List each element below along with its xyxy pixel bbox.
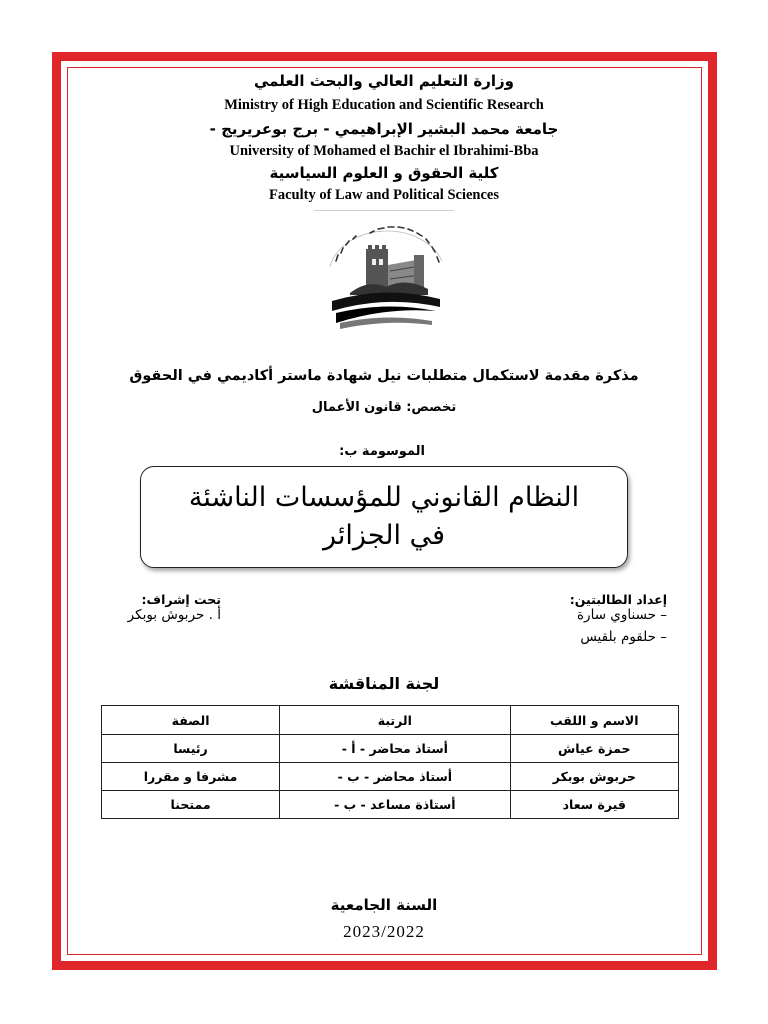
titled-label: الموسومة ب: (339, 444, 425, 459)
table-row (102, 791, 679, 819)
member-name: حمزة عياش (510, 735, 678, 763)
faculty-arabic: كلية الحقوق و العلوم السياسية (269, 164, 499, 182)
thesis-title-box (140, 466, 628, 568)
member-rank: أستاذ محاضر - ب - (280, 763, 510, 791)
university-logo-icon (318, 215, 454, 345)
member-role: ممتحنا (102, 791, 280, 819)
member-role: مشرفا و مقررا (102, 763, 280, 791)
member-role: رئيسا (102, 735, 280, 763)
academic-year-label: السنة الجامعية (330, 896, 438, 914)
students-list (577, 604, 667, 648)
ministry-english: Ministry of High Education and Scientific Research (224, 97, 544, 113)
header-name: الاسم و اللقب (510, 706, 678, 735)
thesis-title-line-2: في الجزائر (323, 520, 445, 551)
memo-description: مذكرة مقدمة لاستكمال متطلبات نيل شهادة ماستر أكاديمي في الحقوق (129, 368, 639, 384)
table-row (102, 735, 679, 763)
ministry-arabic: وزارة التعليم العالي والبحث العلمي (253, 72, 515, 90)
table-row (102, 763, 679, 791)
committee-title: لجنة المناقشة (328, 674, 440, 693)
students-label: إعداد الطالبتين: (569, 592, 667, 607)
specialty-label: تخصص: قانون الأعمال (311, 400, 457, 415)
header-rank: الرتبة (280, 706, 510, 735)
member-rank: أستاذة مساعد - ب - (280, 791, 510, 819)
table-header-row (102, 706, 679, 735)
supervisor-label: تحت إشراف: (141, 592, 221, 607)
student-name: – حلقوم بلقيس (580, 629, 667, 645)
supervisor-name: أ . حربوش بوبكر (127, 607, 221, 623)
member-name: قيرة سعاد (510, 791, 678, 819)
university-english: University of Mohamed el Bachir el Ibrahimi-Bba (229, 143, 539, 159)
academic-year: 2023/2022 (343, 922, 425, 941)
faculty-english: Faculty of Law and Political Sciences (269, 187, 499, 203)
member-name: حربوش بوبكر (510, 763, 678, 791)
committee-table (101, 705, 679, 819)
university-arabic: جامعة محمد البشير الإبراهيمي - برج بوعريريج - (209, 120, 559, 138)
header-divider (314, 210, 454, 211)
thesis-title-line-1: النظام القانوني للمؤسسات الناشئة (188, 482, 580, 513)
member-rank: أستاذ محاضر - أ - (280, 735, 510, 763)
header-role: الصفة (102, 706, 280, 735)
student-name: – حسناوي سارة (576, 607, 667, 623)
